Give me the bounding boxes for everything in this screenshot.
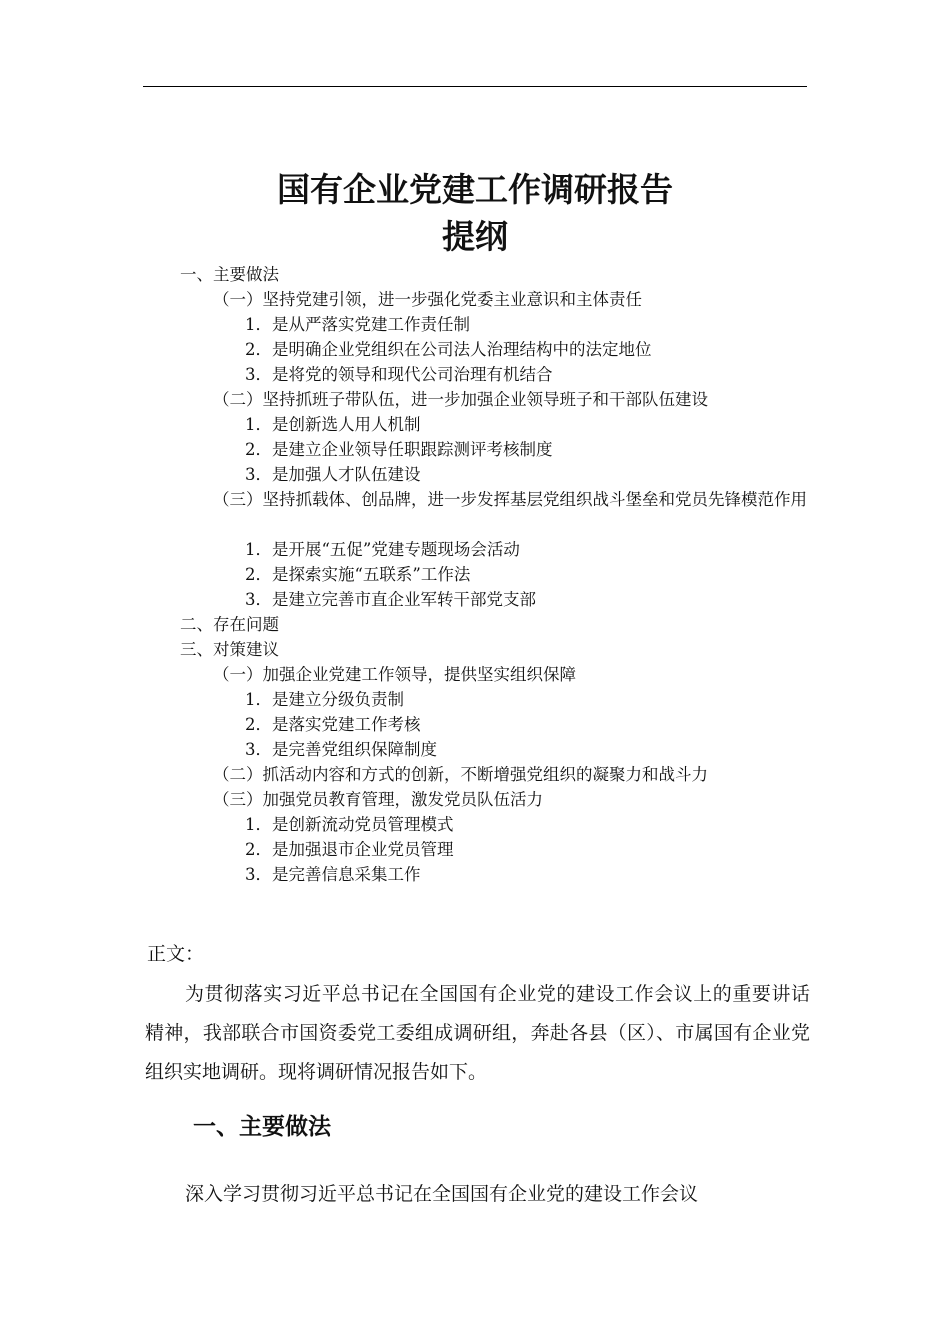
outline-subitem: 3．是建立完善市直企业军转干部党支部 [245,590,536,609]
outline-subitem: 1．是创新流动党员管理模式 [245,815,454,834]
outline-item: （一）加强企业党建工作领导，提供坚实组织保障 [213,665,576,684]
outline-section-1: 一、主要做法 [180,265,279,284]
body-label: 正文： [147,943,205,965]
document-title: 国有企业党建工作调研报告 [277,170,673,209]
section-heading: 一、主要做法 [193,1114,331,1140]
outline-item: （二）抓活动内容和方式的创新，不断增强党组织的凝聚力和战斗力 [213,765,708,784]
outline-subitem: 3．是将党的领导和现代公司治理有机结合 [245,365,553,384]
outline-section-3: 三、对策建议 [180,640,279,659]
outline-section-2: 二、存在问题 [180,615,279,634]
document-subtitle: 提纲 [442,217,508,256]
header-rule [143,86,807,87]
outline-subitem: 1．是开展“五促”党建专题现场会活动 [245,540,520,559]
outline-subitem: 3．是完善信息采集工作 [245,865,421,884]
body-paragraph: 深入学习贯彻习近平总书记在全国国有企业党的建设工作会议 [185,1183,699,1205]
outline-subitem: 1．是从严落实党建工作责任制 [245,315,470,334]
outline-subitem: 2．是探索实施“五联系”工作法 [245,565,471,584]
outline-subitem: 2．是明确企业党组织在公司法人治理结构中的法定地位 [245,340,652,359]
outline-subitem: 1．是创新选人用人机制 [245,415,421,434]
outline-item: （二）坚持抓班子带队伍，进一步加强企业领导班子和干部队伍建设 [213,390,708,409]
outline-item: （一）坚持党建引领，进一步强化党委主业意识和主体责任 [213,290,642,309]
outline-item: （三）坚持抓载体、创品牌，进一步发挥基层党组织战斗堡垒和党员先锋模范作用 [213,490,807,509]
outline-subitem: 2．是落实党建工作考核 [245,715,421,734]
outline-subitem: 2．是建立企业领导任职跟踪测评考核制度 [245,440,553,459]
outline-subitem: 3．是加强人才队伍建设 [245,465,421,484]
outline-subitem: 1．是建立分级负责制 [245,690,404,709]
outline-subitem: 2．是加强退市企业党员管理 [245,840,454,859]
outline-item: （三）加强党员教育管理，激发党员队伍活力 [213,790,543,809]
outline-subitem: 3．是完善党组织保障制度 [245,740,437,759]
body-paragraph: 为贯彻落实习近平总书记在全国国有企业党的建设工作会议上的重要讲话精神，我部联合市国资委党工委组成调研组，奔赴各县（区）、市属国有企业党组织实地调研。现将调研情况报告如下。 [145,983,810,1083]
